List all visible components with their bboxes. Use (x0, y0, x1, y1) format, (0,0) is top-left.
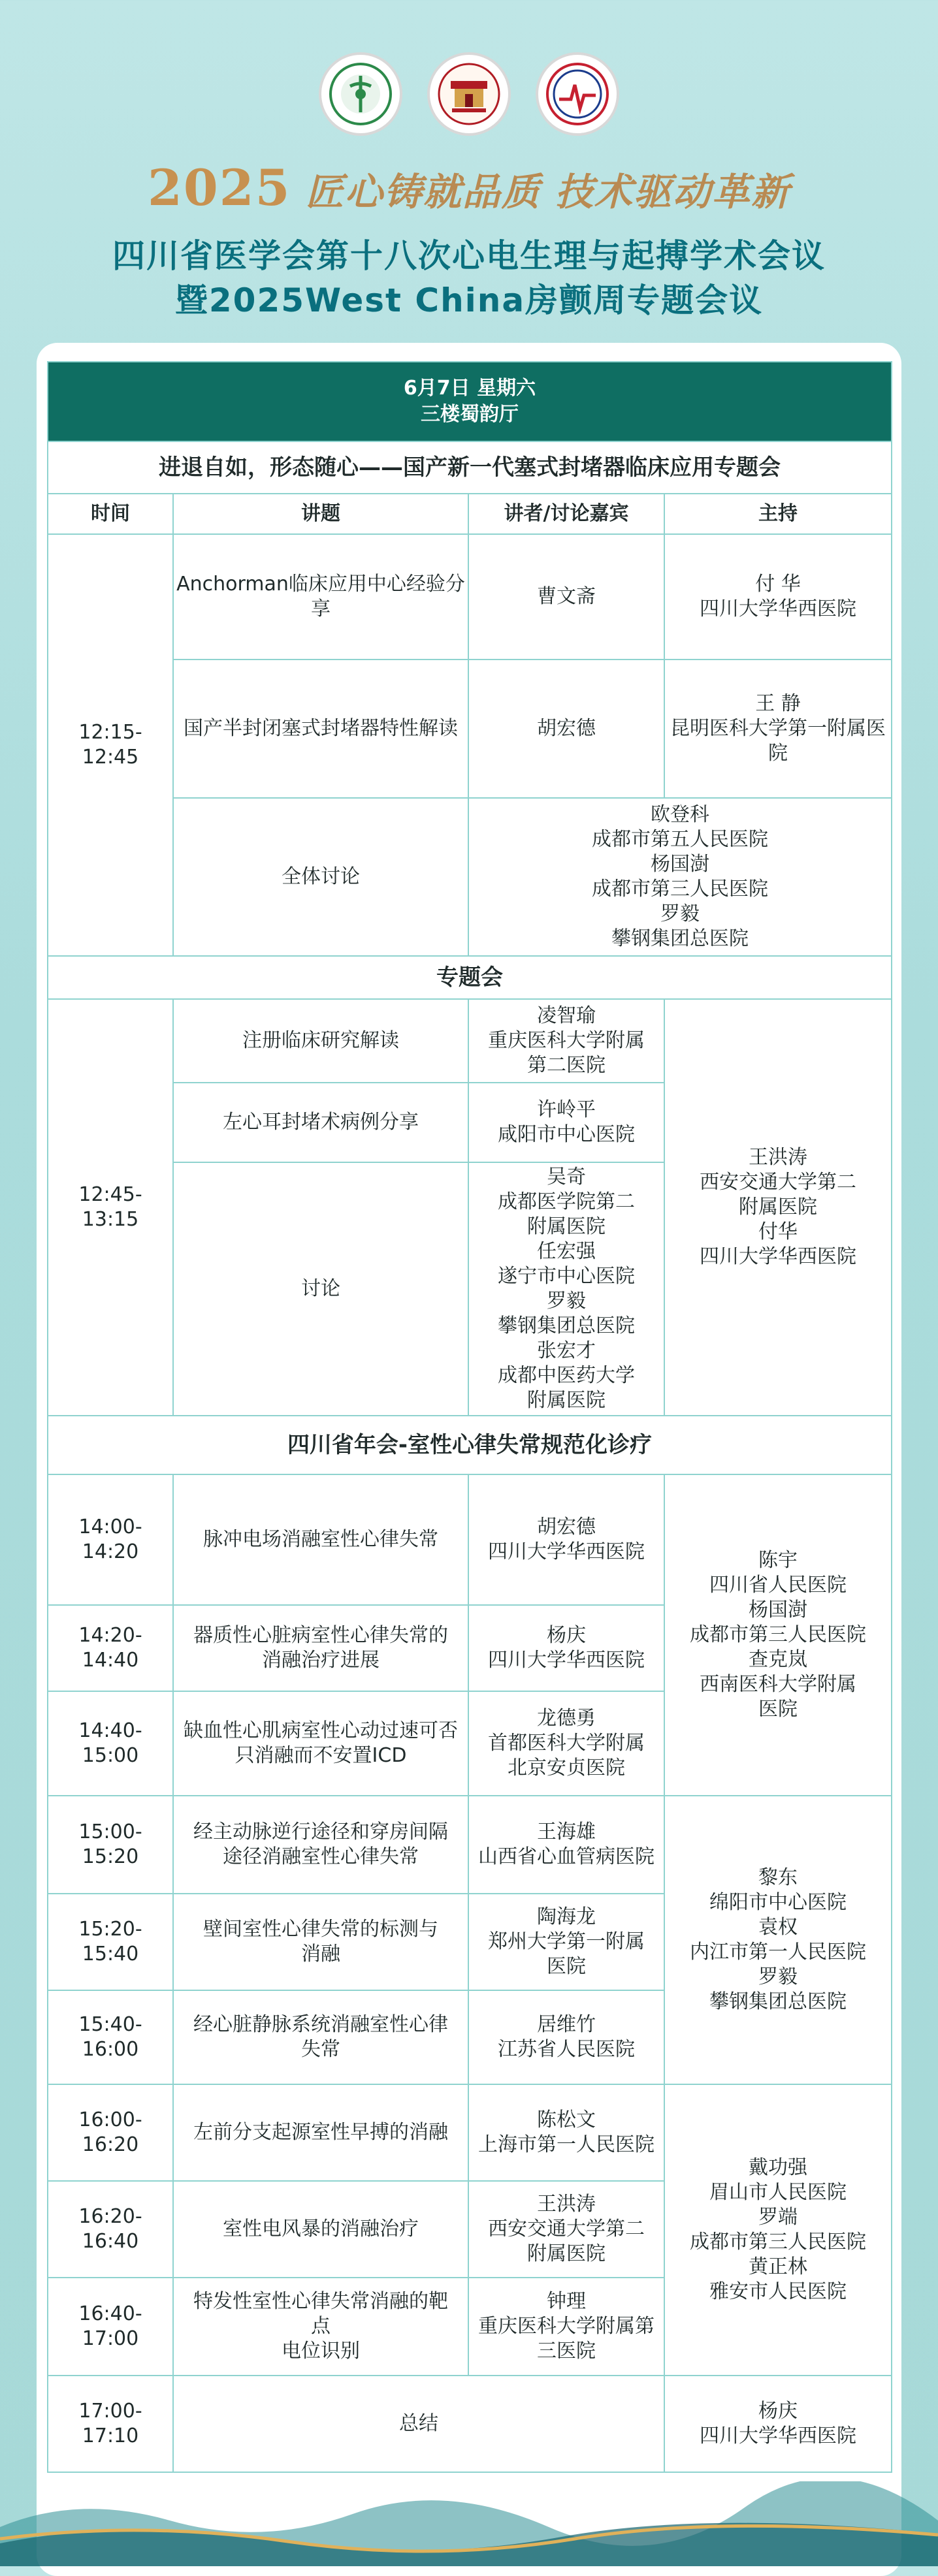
table-row (48, 999, 892, 1083)
topic-line: 器质性心脏病室性心律失常的 (193, 1624, 448, 1647)
speaker-line: 居维竹 (537, 2013, 596, 2036)
speaker-line: 攀钢集团总医院 (498, 1314, 635, 1337)
speaker-line: 吴奇 (547, 1166, 586, 1188)
topic-line: 壁间室性心律失常的标测与 (203, 1918, 438, 1941)
host-line: 王洪涛 (749, 1146, 807, 1169)
col-header-time: 时间 (48, 494, 173, 534)
host-line: 四川省人民医院 (709, 1574, 847, 1597)
host-line: 西南医科大学附属 (700, 1673, 856, 1696)
wave-decoration (0, 2481, 938, 2566)
topic-line: 左前分支起源室性早搏的消融 (193, 2121, 448, 2144)
speaker-line: 许岭平 (537, 1098, 596, 1121)
topic-line: 缺血性心肌病室性心动过速可否 (184, 1719, 458, 1742)
host-line: 眉山市人民医院 (709, 2181, 847, 2204)
table-row (48, 2084, 892, 2181)
sichuan-medical-association-logo (319, 52, 402, 136)
time-cell: 15:00-15:20 (48, 1796, 173, 1894)
speaker-line: 北京安贞医院 (508, 1757, 625, 1779)
time-cell: 14:40-15:00 (48, 1691, 173, 1796)
speaker-line: 山西省心血管病医院 (478, 1845, 655, 1868)
host-line: 杨庆 (758, 2400, 798, 2423)
table-row (48, 798, 892, 956)
speaker-line: 成都中医药大学 (498, 1364, 635, 1387)
speaker-cell (468, 1605, 664, 1691)
speaker-line: 陈松文 (537, 2108, 596, 2131)
speaker-line: 附属医院 (527, 1215, 606, 1238)
speaker-line: 王海雄 (537, 1821, 596, 1843)
topic-cell (173, 1605, 468, 1691)
col-header-topic: 讲题 (173, 494, 468, 534)
table-row (48, 534, 892, 660)
topic-line: 室性电风暴的消融治疗 (223, 2218, 419, 2240)
topic-cell: 总结 (173, 2376, 664, 2472)
topic-cell: 讨论 (173, 1162, 468, 1416)
slogan (0, 159, 938, 217)
discussant-line: 欧登科 (651, 803, 709, 826)
speaker-line: 龙德勇 (537, 1707, 596, 1730)
speaker-line: 重庆医科大学附属 (488, 1029, 645, 1052)
speaker-line: 咸阳市中心医院 (498, 1123, 635, 1146)
page-title-line1: 四川省医学会第十八次心电生理与起搏学术会议 (112, 237, 826, 275)
speaker-line: 第二医院 (527, 1054, 606, 1077)
host-line: 雅安市人民医院 (709, 2280, 847, 2303)
host-line: 四川大学华西医院 (700, 1245, 856, 1268)
host-cell (664, 1474, 892, 1796)
session1-title: 进退自如，形态随心——国产新一代塞式封堵器临床应用专题会 (48, 441, 892, 494)
host-line: 付华 (758, 1220, 798, 1243)
host-line: 陈宇 (758, 1549, 798, 1572)
speaker-cell (468, 2181, 664, 2278)
speaker-line: 首都医科大学附属 (488, 1732, 645, 1755)
time-cell: 16:20-16:40 (48, 2181, 173, 2278)
topic-cell (173, 2278, 468, 2376)
col-header-speaker: 讲者/讨论嘉宾 (468, 494, 664, 534)
speaker-cell: 曹文斋 (468, 534, 664, 660)
topic-cell (173, 1474, 468, 1605)
speaker-line: 罗毅 (547, 1290, 586, 1312)
host-line: 查克岚 (749, 1648, 807, 1671)
host-cell (664, 2376, 892, 2472)
speaker-line: 附属医院 (527, 1389, 606, 1412)
host-cell (664, 1796, 892, 2084)
day-date: 6月7日 星期六 (403, 377, 536, 400)
speaker-line: 四川大学华西医院 (488, 1540, 645, 1563)
time-cell: 12:15-12:45 (48, 534, 173, 956)
topic-line: 特发性室性心律失常消融的靶 (193, 2290, 448, 2313)
host-line: 袁权 (758, 1916, 798, 1939)
speaker-line: 钟理 (547, 2290, 586, 2313)
speaker-line: 重庆医科大学附属第 (478, 2315, 655, 2338)
schedule-table (47, 361, 892, 2473)
speaker-cell (468, 2278, 664, 2376)
day-header (48, 362, 892, 441)
day-venue: 三楼蜀韵厅 (421, 403, 519, 426)
host-line: 黎东 (758, 1866, 798, 1889)
speaker-line: 郑州大学第一附属 (488, 1930, 645, 1953)
discussants-cell (468, 798, 892, 956)
host-affiliation: 昆明医科大学第一附属医院 (670, 717, 886, 765)
host-name: 王 静 (755, 692, 801, 715)
speaker-line: 陶海龙 (537, 1905, 596, 1928)
topic-line: 点 (311, 2315, 331, 2338)
host-line: 罗端 (758, 2206, 798, 2229)
topic-cell: 全体讨论 (173, 798, 468, 956)
host-line: 戴功强 (749, 2156, 807, 2179)
speaker-line: 三医院 (537, 2340, 596, 2362)
host-line: 成都市第三人民医院 (690, 2231, 866, 2253)
time-cell: 12:45-13:15 (48, 999, 173, 1416)
discussant-line: 攀钢集团总医院 (611, 927, 749, 950)
host-line: 医院 (758, 1698, 798, 1721)
discussant-line: 罗毅 (660, 902, 700, 925)
speaker-cell (468, 1162, 664, 1416)
session3-title: 四川省年会-室性心律失常规范化诊疗 (48, 1416, 892, 1474)
topic-cell (173, 1796, 468, 1894)
discussant-line: 杨国澍 (651, 853, 709, 876)
speaker-line: 西安交通大学第二 (488, 2218, 645, 2240)
table-row (48, 1474, 892, 1605)
host-line: 绵阳市中心医院 (709, 1891, 847, 1914)
host-affiliation: 四川大学华西医院 (700, 597, 856, 620)
col-header-host: 主持 (664, 494, 892, 534)
time-cell: 16:40-17:00 (48, 2278, 173, 2376)
topic-line: 消融 (301, 1943, 340, 1965)
logo-row (0, 52, 938, 136)
topic-cell (173, 1894, 468, 1990)
table-row (48, 660, 892, 798)
speaker-line: 王洪涛 (537, 2193, 596, 2216)
host-line: 西安交通大学第二 (700, 1171, 856, 1194)
discussant-line: 成都市第三人民医院 (592, 878, 768, 900)
topic-cell: 注册临床研究解读 (173, 999, 468, 1083)
speaker-line: 胡宏德 (537, 1516, 596, 1538)
topic-cell (173, 2181, 468, 2278)
host-line: 附属医院 (739, 1196, 817, 1218)
topic-line: 脉冲电场消融室性心律失常 (203, 1528, 438, 1551)
host-cell (664, 660, 892, 798)
time-cell: 14:20-14:40 (48, 1605, 173, 1691)
host-line: 成都市第三人民医院 (690, 1623, 866, 1646)
topic-line: 途径消融室性心律失常 (223, 1845, 419, 1868)
slogan-year: 2025 (148, 159, 291, 217)
table-row (48, 2376, 892, 2472)
host-line: 罗毅 (758, 1965, 798, 1988)
topic-cell: 左心耳封堵术病例分享 (173, 1083, 468, 1162)
topic-cell: 国产半封闭塞式封堵器特性解读 (173, 660, 468, 798)
host-line: 四川大学华西医院 (700, 2425, 856, 2447)
speaker-line: 杨庆 (547, 1624, 586, 1647)
time-cell: 14:00-14:20 (48, 1474, 173, 1605)
table-row (48, 1796, 892, 1894)
speaker-line: 张宏才 (537, 1339, 596, 1362)
host-line: 攀钢集团总医院 (709, 1990, 847, 2013)
topic-line: 失常 (301, 2038, 340, 2061)
speaker-cell (468, 1990, 664, 2084)
speaker-line: 遂宁市中心医院 (498, 1265, 635, 1288)
time-cell: 15:40-16:00 (48, 1990, 173, 2084)
topic-line: 消融治疗进展 (262, 1649, 380, 1672)
topic-line: 经主动脉逆行途径和穿房间隔 (193, 1821, 448, 1843)
speaker-cell (468, 1474, 664, 1605)
topic-cell: Anchorman临床应用中心经验分享 (173, 534, 468, 660)
page-title-line2: 暨2025West China房颤周专题会议 (174, 281, 764, 319)
host-line: 杨国澍 (749, 1598, 807, 1621)
speaker-line: 凌智瑜 (537, 1004, 596, 1027)
host-cell (664, 999, 892, 1416)
topic-cell (173, 2084, 468, 2181)
speaker-cell (468, 2084, 664, 2181)
host-cell (664, 534, 892, 660)
speaker-line: 四川大学华西医院 (488, 1649, 645, 1672)
session2-title: 专题会 (48, 956, 892, 999)
host-line: 黄正林 (749, 2255, 807, 2278)
host-line: 内江市第一人民医院 (690, 1941, 866, 1964)
slogan-text: 匠心铸就品质 技术驱动革新 (305, 170, 790, 214)
speaker-line: 医院 (547, 1955, 586, 1978)
topic-line: 经心脏静脉系统消融室性心律 (193, 2013, 448, 2036)
speaker-cell (468, 1083, 664, 1162)
speaker-line: 成都医学院第二 (498, 1190, 635, 1213)
west-china-hospital-logo (427, 52, 511, 136)
topic-line: 电位识别 (282, 2340, 360, 2362)
electrophysiology-society-logo (536, 52, 619, 136)
host-name: 付 华 (755, 573, 801, 596)
time-cell: 15:20-15:40 (48, 1894, 173, 1990)
discussant-line: 成都市第五人民医院 (592, 828, 768, 851)
speaker-line: 附属医院 (527, 2242, 606, 2265)
speaker-cell (468, 1894, 664, 1990)
topic-line: 只消融而不安置ICD (234, 1744, 407, 1767)
time-cell: 17:00-17:10 (48, 2376, 173, 2472)
speaker-cell (468, 1691, 664, 1796)
speaker-cell (468, 1796, 664, 1894)
speaker-cell (468, 999, 664, 1083)
speaker-line: 江苏省人民医院 (498, 2038, 635, 2061)
time-cell: 16:00-16:20 (48, 2084, 173, 2181)
speaker-line: 上海市第一人民医院 (478, 2133, 655, 2156)
host-cell (664, 2084, 892, 2376)
topic-cell (173, 1691, 468, 1796)
speaker-cell: 胡宏德 (468, 660, 664, 798)
speaker-line: 任宏强 (537, 1240, 596, 1263)
topic-cell (173, 1990, 468, 2084)
